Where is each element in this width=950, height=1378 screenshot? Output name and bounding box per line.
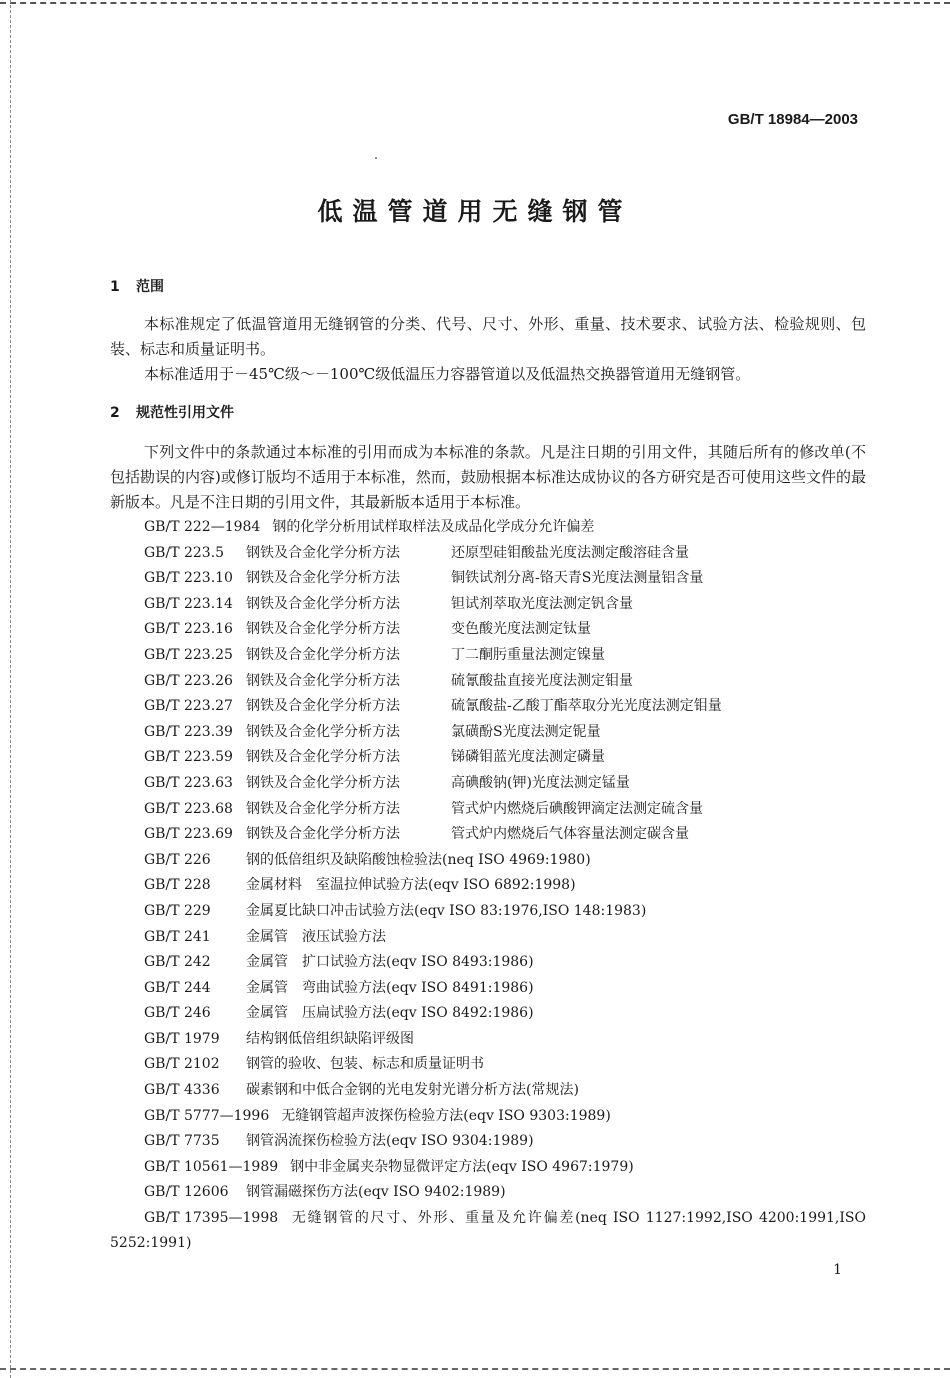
page-number: 1 [833,1262,842,1278]
reference-title: 还原型硅钼酸盐光度法测定酸溶硅含量 [451,544,689,561]
reference-item [110,745,866,771]
reference-prefix: 钢铁及合金化学分析方法 [246,749,400,766]
reference-item [110,541,866,567]
reference-title: 无缝钢管的尺寸、外形、重量及允许偏差(neq ISO 1127:1992,ISO 4200:1991,ISO 5252:1991) [110,1210,866,1252]
reference-code: GB/T 228 [144,877,211,894]
reference-title: 无缝钢管超声波探伤检验方法(eqv ISO 9303:1989) [281,1107,611,1124]
reference-title: 金属管 液压试验方法 [246,928,386,945]
reference-title: 钢中非金属夹杂物显微评定方法(eqv ISO 4967:1979) [290,1158,634,1175]
reference-code: GB/T 12606 [144,1184,229,1201]
reference-title: 钢的化学分析用试样取样法及成品化学成分允许偏差 [272,519,595,535]
reference-code: GB/T 246 [144,1005,211,1022]
section-2-heading [110,402,234,422]
section-title: 规范性引用文件 [136,405,234,421]
reference-item [110,694,866,720]
reference-item [110,1027,866,1053]
reference-code: GB/T 223.27 [144,698,233,715]
reference-title: 钢管涡流探伤检验方法(eqv ISO 9304:1989) [246,1133,534,1150]
reference-item [110,1104,866,1130]
reference-title: 变色酸光度法测定钛量 [451,621,591,638]
reference-title: 管式炉内燃烧后碘酸钾滴定法测定硫含量 [451,800,703,817]
reference-title: 金属管 扩口试验方法(eqv ISO 8493:1986) [246,954,534,971]
reference-code: GB/T 241 [144,928,211,945]
reference-title: 结构钢低倍组织缺陷评级图 [246,1030,414,1047]
reference-title: 管式炉内燃烧后气体容量法测定碳含量 [451,826,689,843]
reference-title: 铜铁试剂分离-铬天青S光度法测量铝含量 [451,570,704,587]
reference-code: GB/T 1979 [144,1030,220,1047]
reference-code: GB/T 223.5 [144,544,225,561]
document-title: 低温管道用无缝钢管 [317,197,633,226]
scan-border-bottom [0,1368,950,1370]
scan-border-top [0,2,950,4]
reference-code: GB/T 223.39 [144,723,233,740]
reference-item [110,925,866,951]
scope-paragraph: 本标准规定了低温管道用无缝钢管的分类、代号、尺寸、外形、重量、技术要求、试验方法、检验规则、包装、标志和质量证明书。 [110,315,866,358]
reference-item [110,873,866,899]
reference-title: 高碘酸钠(钾)光度法测定锰量 [451,774,630,791]
reference-code: GB/T 226 [144,851,211,868]
reference-title: 碳素钢和中低合金钢的光电发射光谱分析方法(常规法) [246,1082,579,1099]
reference-item [110,617,866,643]
reference-item [110,1155,866,1181]
reference-title: 金属材料 室温拉伸试验方法(eqv ISO 6892:1998) [246,877,576,894]
reference-title: 丁二酮肟重量法测定镍量 [451,646,605,663]
reference-prefix: 钢铁及合金化学分析方法 [246,672,400,689]
reference-title: 锑磷钼蓝光度法测定磷量 [451,749,605,766]
reference-title: 金属管 弯曲试验方法(eqv ISO 8491:1986) [246,979,534,996]
reference-item [110,976,866,1002]
reference-item [110,643,866,669]
reference-item [110,1206,866,1256]
reference-code: GB/T 7735 [144,1133,220,1150]
reference-item [110,1078,866,1104]
reference-code: GB/T 223.26 [144,672,233,689]
reference-code: GB/T 223.10 [144,570,233,587]
reference-code: GB/T 223.25 [144,646,233,663]
reference-item [110,669,866,695]
reference-code: GB/T 242 [144,954,211,971]
reference-code: GB/T 229 [144,902,211,919]
reference-prefix: 钢铁及合金化学分析方法 [246,544,400,561]
reference-prefix: 钢铁及合金化学分析方法 [246,800,400,817]
reference-code: GB/T 223.14 [144,595,233,612]
reference-code: GB/T 2102 [144,1056,220,1073]
reference-item [110,797,866,823]
reference-title: 钢管的验收、包装、标志和质量证明书 [246,1056,484,1073]
reference-prefix: 钢铁及合金化学分析方法 [246,774,400,791]
reference-item [110,515,866,541]
reference-item [110,899,866,925]
section-1-heading [110,276,164,296]
reference-code: GB/T 223.16 [144,621,233,638]
reference-item [110,720,866,746]
reference-code: GB/T 223.69 [144,826,233,843]
scan-speck [375,157,377,159]
reference-title: 钽试剂萃取光度法测定钒含量 [451,595,633,612]
reference-prefix: 钢铁及合金化学分析方法 [246,570,400,587]
reference-code: GB/T 222—1984 [144,519,261,535]
reference-title: 钢管漏磁探伤方法(eqv ISO 9402:1989) [246,1184,506,1201]
reference-item [110,1052,866,1078]
standard-number: GB/T 18984—2003 [727,111,858,128]
reference-code: GB/T 244 [144,979,211,996]
reference-title: 钢的低倍组织及缺陷酸蚀检验法(neq ISO 4969:1980) [246,851,591,868]
reference-title: 金属管 压扁试验方法(eqv ISO 8492:1986) [246,1005,534,1022]
reference-title: 金属夏比缺口冲击试验方法(eqv ISO 83:1976,ISO 148:1983) [246,902,647,919]
normative-references-list [110,515,866,1256]
reference-prefix: 钢铁及合金化学分析方法 [246,826,400,843]
reference-title: 硫氰酸盐直接光度法测定钼量 [451,672,633,689]
section-number: 1 [110,279,120,295]
reference-item [110,592,866,618]
reference-code: GB/T 223.63 [144,774,233,791]
scope-applicability-paragraph: 本标准适用于－45℃级～－100℃级低温压力容器管道以及低温热交换器管道用无缝钢管。 [144,365,751,383]
reference-item [110,822,866,848]
reference-title: 氯磺酚S光度法测定铌量 [451,723,601,740]
reference-prefix: 钢铁及合金化学分析方法 [246,621,400,638]
reference-item [110,1180,866,1206]
reference-title: 硫氰酸盐-乙酸丁酯萃取分光光度法测定钼量 [451,698,722,715]
reference-code: GB/T 223.59 [144,749,233,766]
reference-item [110,566,866,592]
reference-prefix: 钢铁及合金化学分析方法 [246,595,400,612]
reference-item [110,848,866,874]
reference-item [110,1001,866,1027]
reference-code: GB/T 4336 [144,1082,220,1099]
reference-item [110,771,866,797]
references-intro-paragraph: 下列文件中的条款通过本标准的引用而成为本标准的条款。凡是注日期的引用文件，其随后所有的修改单(不包括勘误的内容)或修订版均不适用于本标准，然而，鼓励根据本标准达成协议的各方研究是否可使用这些文件的最新版本。凡是不注日期的引用文件，其最新版本适用于本标准。 [110,443,866,511]
reference-prefix: 钢铁及合金化学分析方法 [246,723,400,740]
reference-prefix: 钢铁及合金化学分析方法 [246,698,400,715]
reference-item [110,1129,866,1155]
reference-code: GB/T 17395—1998 [144,1210,279,1227]
reference-code: GB/T 10561—1989 [144,1158,279,1175]
reference-prefix: 钢铁及合金化学分析方法 [246,646,400,663]
reference-code: GB/T 5777—1996 [144,1107,270,1124]
section-number: 2 [110,405,120,421]
reference-item [110,950,866,976]
section-title: 范围 [136,279,164,295]
reference-code: GB/T 223.68 [144,800,233,817]
